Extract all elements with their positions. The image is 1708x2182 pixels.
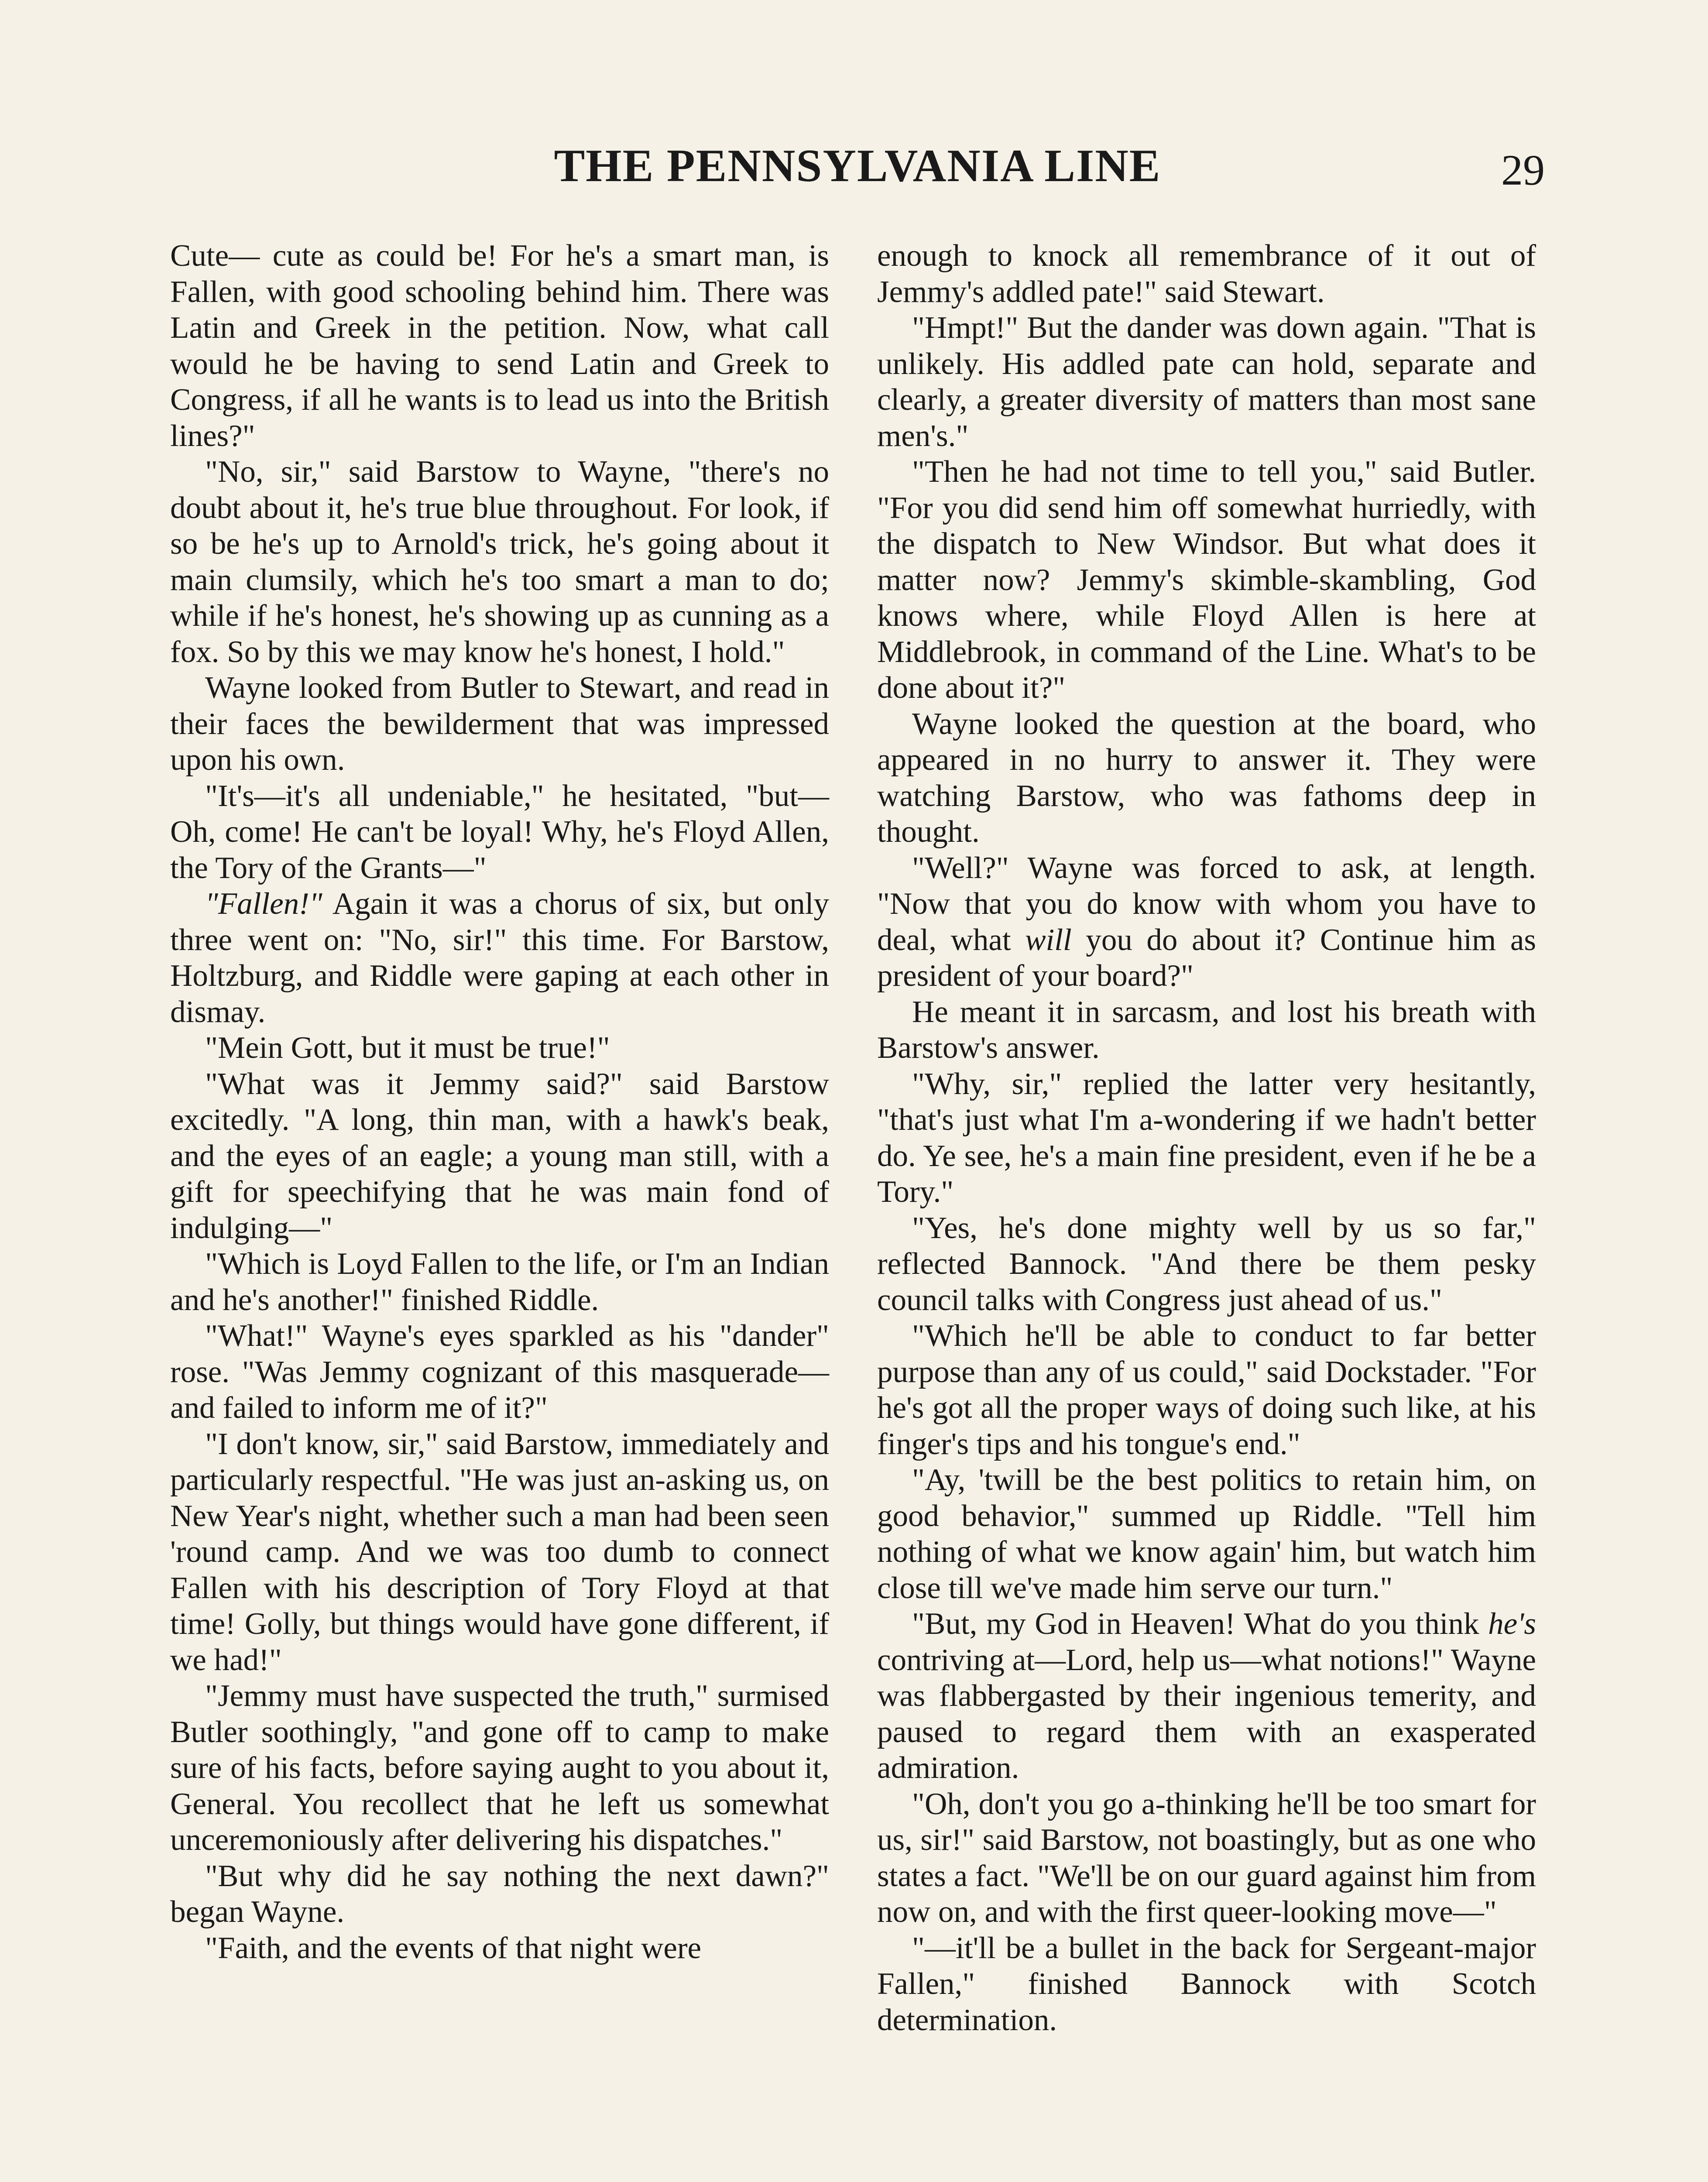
paragraph-text: "But, my God in Heaven! What do you think bbox=[912, 1607, 1488, 1641]
paragraph bbox=[170, 1318, 829, 1426]
paragraph bbox=[877, 994, 1536, 1066]
paragraph bbox=[170, 1030, 829, 1066]
paragraph-text: "Well?" Wayne was forced to ask, at length. "Now that you do know with whom you have to deal, what bbox=[877, 851, 1536, 957]
paragraph bbox=[170, 1246, 829, 1318]
paragraph bbox=[877, 1066, 1536, 1210]
paragraph-text: Cute— cute as could be! For he's a smart man, is Fallen, with good schooling behind him. There was Latin and Greek in the petition. Now, what call would he be having to send Latin and Greek to Congress, if all he wants is to lead us into the British lines?" bbox=[170, 239, 829, 453]
paragraph-text: "No, sir," said Barstow to Wayne, "there's no doubt about it, he's true blue throughout. For look, if so be he's up to Arnold's trick, he's going about it main clumsily, which he's too smart a man to do; while if he's honest, he's showing up as cunning as a fox. So by this we may know he's honest, I hold." bbox=[170, 455, 829, 669]
paragraph-text: "But why did he say nothing the next dawn?" began Wayne. bbox=[170, 1859, 829, 1929]
paragraph-text: Wayne looked the question at the board, who appeared in no hurry to answer it. They were watching Barstow, who was fathoms deep in thought. bbox=[877, 707, 1536, 849]
paragraph bbox=[170, 454, 829, 670]
paragraph bbox=[170, 1858, 829, 1930]
paragraph-text: Wayne looked from Butler to Stewart, and read in their faces the bewilderment that was impressed upon his own. bbox=[170, 671, 829, 777]
paragraph bbox=[877, 310, 1536, 454]
paragraph bbox=[170, 1426, 829, 1678]
paragraph-text: "Yes, he's done mighty well by us so far," reflected Bannock. "And there be them pesky council talks with Congress just ahead of us." bbox=[877, 1211, 1536, 1317]
emphasized-text: "Fallen!" bbox=[205, 887, 322, 921]
paragraph-text: He meant it in sarcasm, and lost his breath with Barstow's answer. bbox=[877, 995, 1536, 1065]
paragraph bbox=[170, 1678, 829, 1858]
paragraph-text: "Ay, 'twill be the best politics to retain him, on good behavior," summed up Riddle. "Tell him nothing of what we know again' him, but watch him close till we've made him serve our turn." bbox=[877, 1463, 1536, 1605]
paragraph bbox=[170, 778, 829, 886]
paragraph bbox=[877, 1930, 1536, 2038]
paragraph bbox=[877, 1786, 1536, 1930]
paragraph-text: "Jemmy must have suspected the truth," surmised Butler soothingly, "and gone off to camp to make sure of his facts, before saying aught to you about it, General. You recollect that he left us somewhat unceremoniously after delivering his dispatches." bbox=[170, 1679, 829, 1857]
paragraph bbox=[877, 850, 1536, 994]
page-header bbox=[170, 137, 1545, 207]
paragraph-text: "Hmpt!" But the dander was down again. "That is unlikely. His addled pate can hold, separate and clearly, a greater diversity of matters than most sane men's." bbox=[877, 311, 1536, 453]
paragraph bbox=[877, 1210, 1536, 1318]
paragraph-text: "Which is Loyd Fallen to the life, or I'm an Indian and he's another!" finished Riddle. bbox=[170, 1247, 829, 1317]
paragraph bbox=[170, 1930, 829, 1966]
right-text-column bbox=[877, 238, 1536, 2038]
paragraph-text: "What was it Jemmy said?" said Barstow excitedly. "A long, thin man, with a hawk's beak, and the eyes of an eagle; a young man still, with a gift for speechifying that he was main fond of indulging—" bbox=[170, 1067, 829, 1245]
paragraph-text: you do about it? Continue him as president of your board?" bbox=[877, 923, 1537, 993]
paragraph bbox=[877, 1606, 1536, 1786]
left-text-column bbox=[170, 238, 829, 1966]
paragraph-text: contriving at—Lord, help us—what notions!" Wayne was flabbergasted by their ingenious temerity, and paused to regard them with an exasperated admiration. bbox=[877, 1643, 1536, 1785]
paragraph-text: Again it was a chorus of six, but only three went on: "No, sir!" this time. For Barstow, Holtzburg, and Riddle were gaping at each other in dismay. bbox=[170, 887, 829, 1029]
paragraph-text: "I don't know, sir," said Barstow, immediately and particularly respectful. "He was just an-asking us, on New Year's night, whether such a man had been seen 'round camp. And we was too dumb to connect Fallen with his description of Tory Floyd at that time! Golly, but things would have gone different, if we had!" bbox=[170, 1427, 829, 1677]
emphasized-text: he's bbox=[1488, 1607, 1536, 1641]
paragraph bbox=[877, 706, 1536, 850]
paragraph-text: "Why, sir," replied the latter very hesitantly, "that's just what I'm a-wondering if we hadn't better do. Ye see, he's a main fine president, even if he be a Tory." bbox=[877, 1067, 1536, 1209]
paragraph bbox=[170, 670, 829, 778]
paragraph-text: "Mein Gott, but it must be true!" bbox=[205, 1031, 610, 1065]
paragraph bbox=[877, 1462, 1536, 1606]
paragraph-text: "—it'll be a bullet in the back for Sergeant-major Fallen," finished Bannock with Scotch determination. bbox=[877, 1931, 1536, 2037]
emphasized-text: will bbox=[1025, 923, 1072, 957]
paragraph-text: "Then he had not time to tell you," said Butler. "For you did send him off somewhat hurriedly, with the dispatch to New Windsor. But what does it matter now? Jemmy's skimble-skambling, God knows where, while Floyd Allen is here at Middlebrook, in command of the Line. What's to be done about it?" bbox=[877, 455, 1536, 705]
paragraph bbox=[877, 1318, 1536, 1462]
paragraph-text: "Oh, don't you go a-thinking he'll be too smart for us, sir!" said Barstow, not boastingly, but as one who states a fact. "We'll be on our guard against him from now on, and with the first queer-looking move—" bbox=[877, 1787, 1536, 1929]
paragraph bbox=[877, 454, 1536, 706]
paragraph bbox=[170, 1066, 829, 1246]
paragraph-text: "What!" Wayne's eyes sparkled as his "dander" rose. "Was Jemmy cognizant of this masquerade—and failed to inform me of it?" bbox=[170, 1319, 829, 1425]
paragraph-text: enough to knock all remembrance of it out of Jemmy's addled pate!" said Stewart. bbox=[877, 239, 1536, 309]
paragraph bbox=[170, 886, 829, 1030]
paragraph bbox=[170, 238, 829, 454]
paragraph-text: "Which he'll be able to conduct to far better purpose than any of us could," said Dockstader. "For he's got all the proper ways of doing such like, at his finger's tips and his tongue's end." bbox=[877, 1319, 1536, 1461]
paragraph-text: "Faith, and the events of that night were bbox=[205, 1931, 702, 1965]
running-title: THE PENNSYLVANIA LINE bbox=[554, 140, 1161, 191]
paragraph bbox=[877, 238, 1536, 310]
paragraph-text: "It's—it's all undeniable," he hesitated, "but— Oh, come! He can't be loyal! Why, he's Floyd Allen, the Tory of the Grants—" bbox=[170, 779, 829, 885]
page-number: 29 bbox=[1501, 146, 1545, 194]
